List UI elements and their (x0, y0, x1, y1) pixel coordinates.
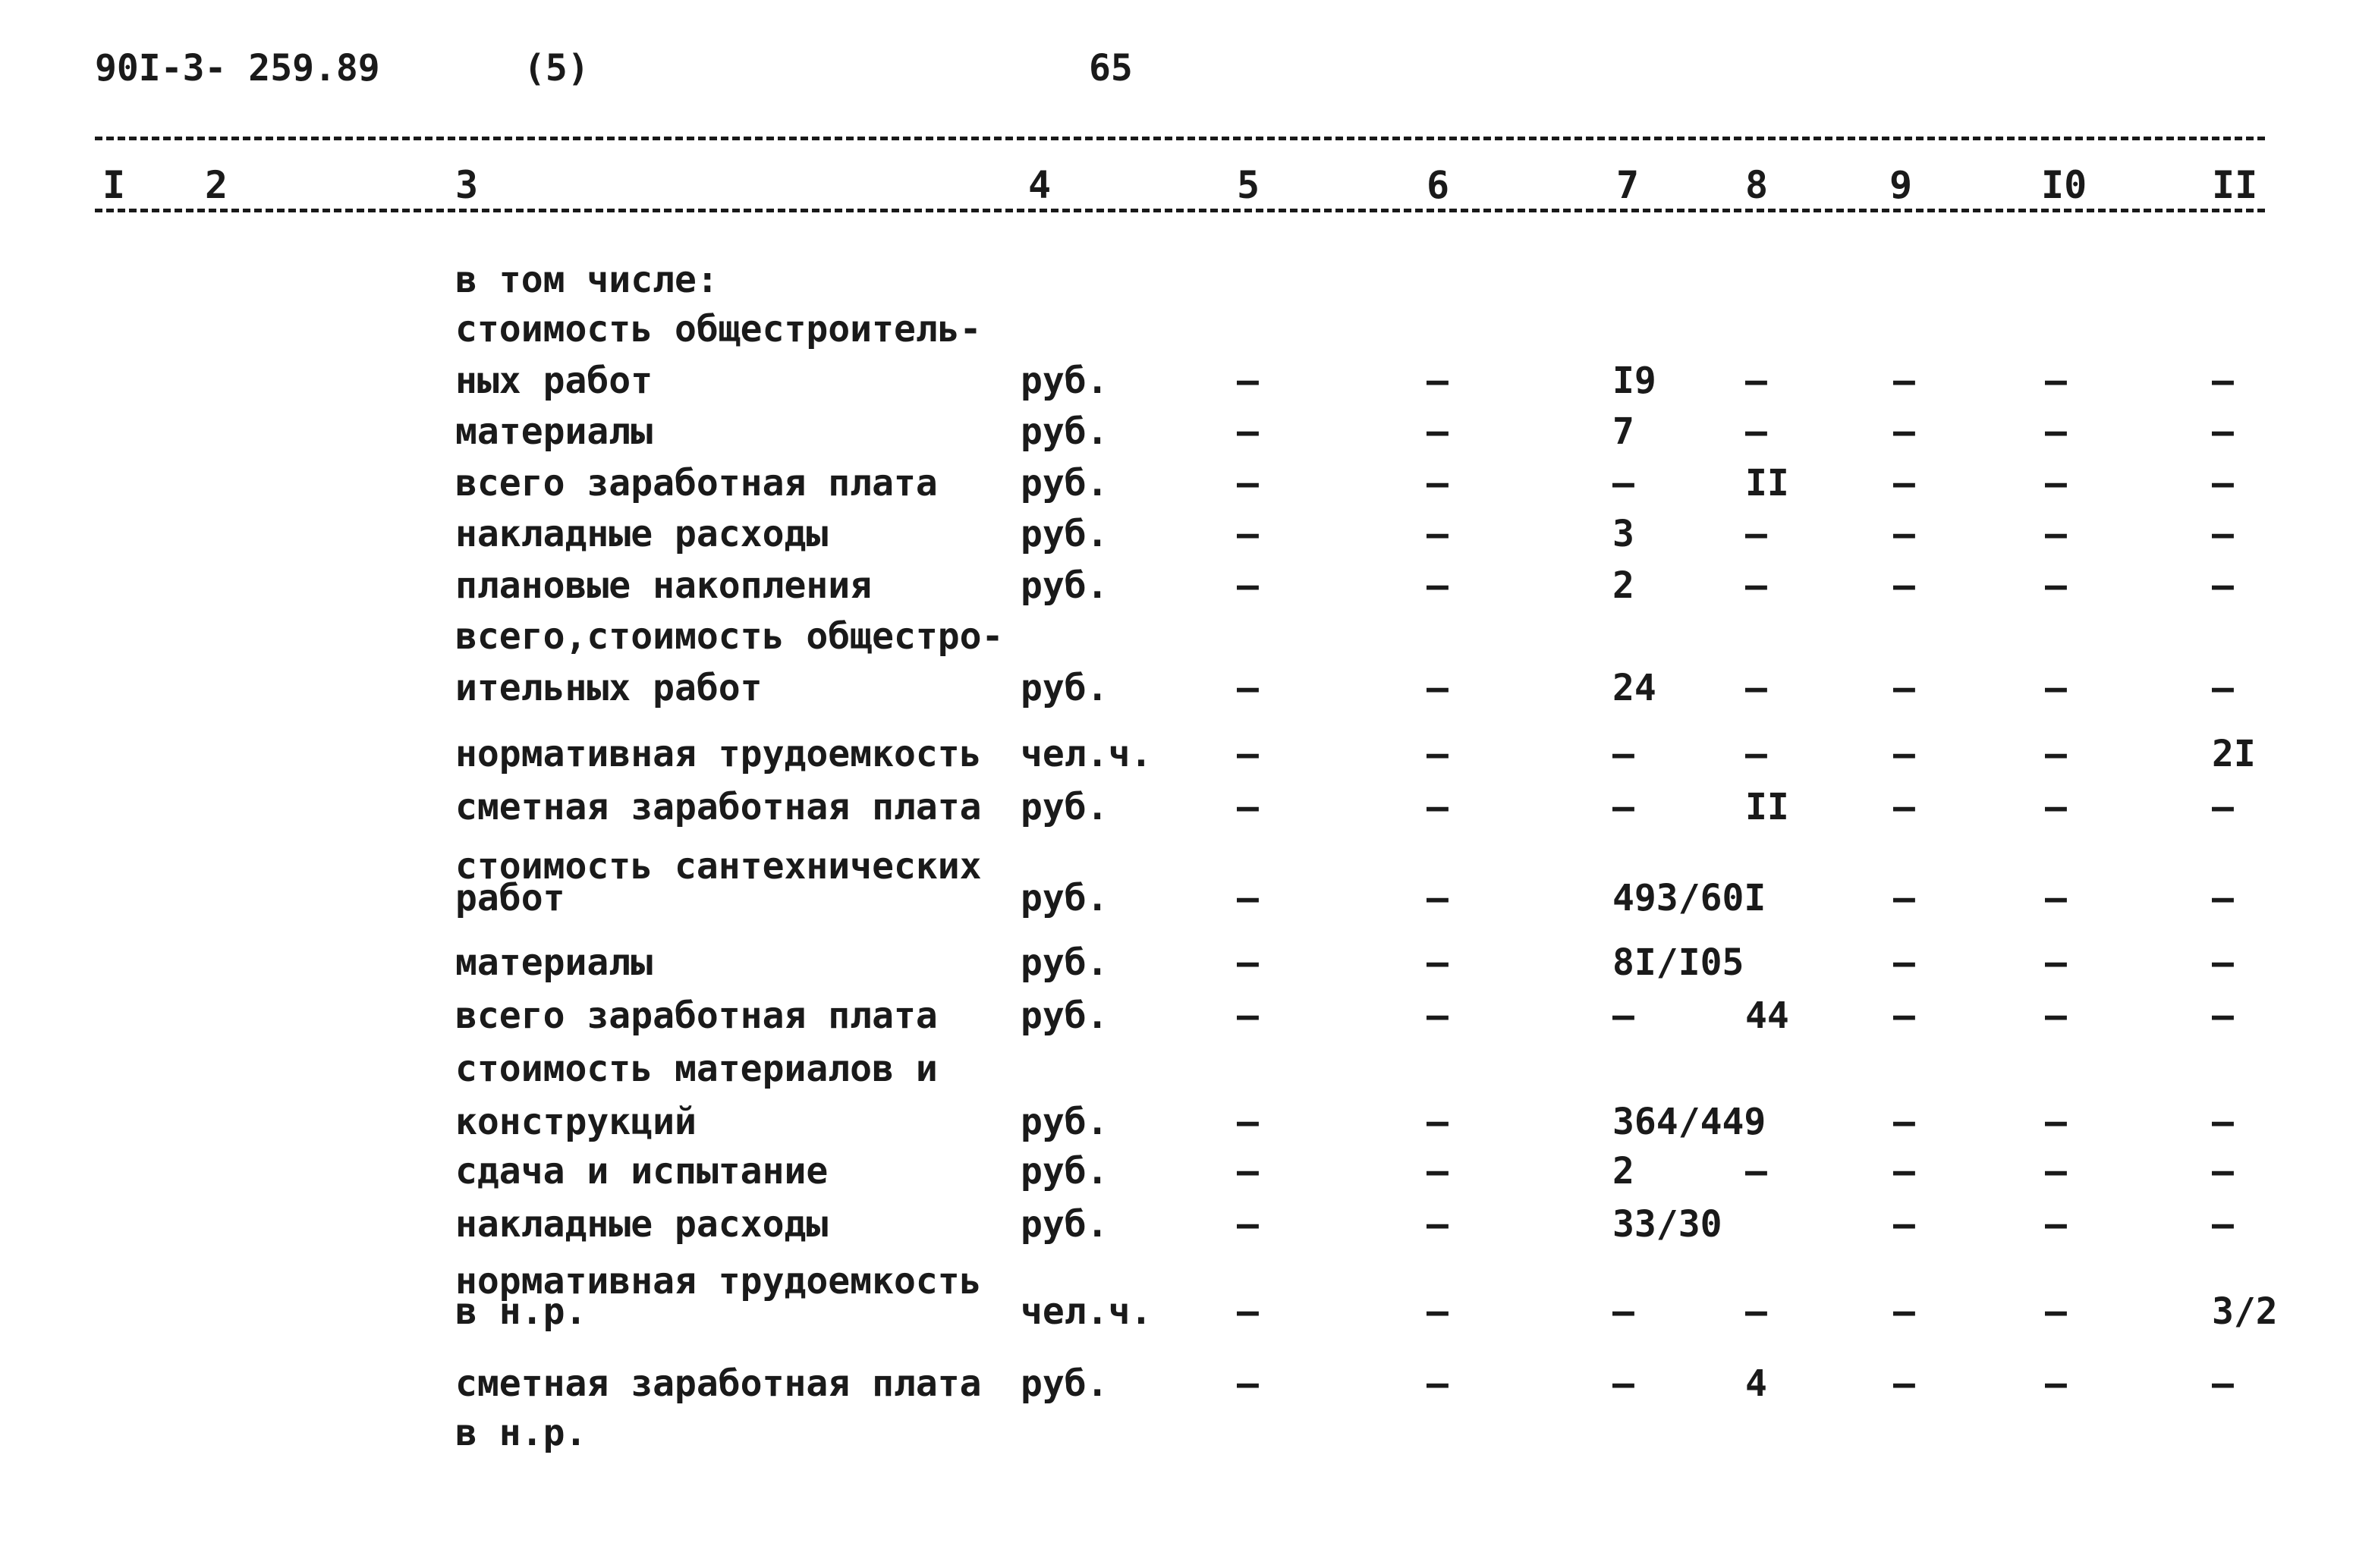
cell-c9: – (1893, 462, 1915, 504)
cell-c6: – (1427, 1362, 1449, 1405)
row-label: материалы (455, 410, 653, 453)
cell-c6: – (1427, 995, 1449, 1037)
cell-c10: – (2045, 410, 2067, 453)
row-label: стоимость общестроитель- (455, 308, 982, 350)
cell-c10: – (2045, 941, 2067, 984)
cell-c11: – (2212, 564, 2234, 607)
cell-c11: 3/2 (2212, 1290, 2278, 1333)
row-label: работ (455, 877, 565, 919)
cell-unit: руб. (1021, 513, 1109, 555)
cell-c10: – (2045, 1290, 2067, 1333)
row-label: сметная заработная плата (455, 786, 982, 828)
cell-c11: – (2212, 667, 2234, 709)
cell-c5: – (1237, 1101, 1259, 1143)
row-label: всего заработная плата (455, 462, 938, 504)
cell-c9: – (1893, 1150, 1915, 1192)
cell-c5: – (1237, 564, 1259, 607)
cell-c7: 33/30 (1612, 1203, 1722, 1246)
cell-c8: – (1745, 564, 1767, 607)
doc-code: 90I-3- 259.89 (95, 47, 380, 90)
cell-c8: – (1745, 360, 1767, 402)
col-head-1: I (102, 163, 126, 207)
cell-unit: руб. (1021, 462, 1109, 504)
cell-c10: – (2045, 786, 2067, 828)
cell-c6: – (1427, 1203, 1449, 1246)
cell-unit: руб. (1021, 1203, 1109, 1246)
cell-c10: – (2045, 513, 2067, 555)
row-label: сдача и испытание (455, 1150, 829, 1192)
cell-c11: – (2212, 941, 2234, 984)
cell-c6: – (1427, 877, 1449, 919)
cell-c5: – (1237, 513, 1259, 555)
cell-c7: 3 (1612, 513, 1634, 555)
row-label: всего,стоимость общестро- (455, 615, 1004, 658)
cell-c5: – (1237, 1150, 1259, 1192)
header-rule-top (95, 137, 2265, 140)
cell-c7: – (1612, 786, 1634, 828)
col-head-7: 7 (1616, 163, 1640, 207)
row-label: всего заработная плата (455, 995, 938, 1037)
cell-c5: – (1237, 667, 1259, 709)
cell-c6: – (1427, 1101, 1449, 1143)
cell-c6: – (1427, 564, 1449, 607)
cell-c6: – (1427, 733, 1449, 775)
cell-unit: руб. (1021, 941, 1109, 984)
cell-c7: – (1612, 733, 1634, 775)
cell-c9: – (1893, 1203, 1915, 1246)
cell-c5: – (1237, 1290, 1259, 1333)
cell-c9: – (1893, 995, 1915, 1037)
cell-c7: 364/449 (1612, 1101, 1766, 1143)
cell-c8: 44 (1745, 995, 1789, 1037)
cell-c8: II (1745, 786, 1789, 828)
cell-c6: – (1427, 667, 1449, 709)
row-label: плановые накопления (455, 564, 873, 607)
cell-c5: – (1237, 786, 1259, 828)
cell-c10: – (2045, 667, 2067, 709)
cell-c9: – (1893, 1101, 1915, 1143)
cell-c11: – (2212, 786, 2234, 828)
cell-c8: II (1745, 462, 1789, 504)
col-head-3: 3 (455, 163, 479, 207)
cell-c9: – (1893, 410, 1915, 453)
cell-c11: – (2212, 877, 2234, 919)
cell-c5: – (1237, 360, 1259, 402)
cell-unit: руб. (1021, 1150, 1109, 1192)
cell-c8: – (1745, 410, 1767, 453)
cell-c11: – (2212, 1150, 2234, 1192)
cell-c9: – (1893, 786, 1915, 828)
cell-unit: руб. (1021, 1101, 1109, 1143)
row-label: стоимость материалов и (455, 1048, 938, 1090)
cell-c10: – (2045, 564, 2067, 607)
cell-unit: руб. (1021, 1362, 1109, 1405)
col-head-11: II (2212, 163, 2258, 207)
row-label: в н.р. (455, 1412, 587, 1454)
cell-c5: – (1237, 941, 1259, 984)
cell-c6: – (1427, 1290, 1449, 1333)
cell-c8: – (1745, 733, 1767, 775)
row-label: стоимость сантехнических (455, 845, 982, 888)
cell-c9: – (1893, 1362, 1915, 1405)
cell-c9: – (1893, 1290, 1915, 1333)
cell-c7: – (1612, 1290, 1634, 1333)
row-label: в том числе: (455, 259, 719, 301)
col-head-4: 4 (1028, 163, 1052, 207)
row-label: накладные расходы (455, 1203, 829, 1246)
cell-c7: 493/60I (1612, 877, 1766, 919)
row-label: нормативная трудоемкость (455, 733, 982, 775)
cell-unit: руб. (1021, 995, 1109, 1037)
cell-c5: – (1237, 1362, 1259, 1405)
cell-c10: – (2045, 1362, 2067, 1405)
col-head-9: 9 (1889, 163, 1913, 207)
cell-c6: – (1427, 1150, 1449, 1192)
cell-c5: – (1237, 733, 1259, 775)
cell-c9: – (1893, 360, 1915, 402)
cell-c5: – (1237, 462, 1259, 504)
cell-c8: – (1745, 667, 1767, 709)
row-label: сметная заработная плата (455, 1362, 982, 1405)
cell-c10: – (2045, 1150, 2067, 1192)
sheet-ref: (5) (524, 47, 590, 90)
row-label: в н.р. (455, 1290, 587, 1333)
cell-c11: – (2212, 462, 2234, 504)
cell-c11: – (2212, 1362, 2234, 1405)
cell-c8: – (1745, 1290, 1767, 1333)
cell-c5: – (1237, 995, 1259, 1037)
cell-c11: – (2212, 995, 2234, 1037)
col-head-10: I0 (2041, 163, 2087, 207)
cell-unit: руб. (1021, 360, 1109, 402)
cell-c10: – (2045, 462, 2067, 504)
cell-c6: – (1427, 410, 1449, 453)
cell-c7: 2 (1612, 1150, 1634, 1192)
cell-c7: 7 (1612, 410, 1634, 453)
cell-c5: – (1237, 410, 1259, 453)
cell-c9: – (1893, 941, 1915, 984)
cell-c10: – (2045, 360, 2067, 402)
cell-c5: – (1237, 1203, 1259, 1246)
col-head-5: 5 (1237, 163, 1260, 207)
cell-c7: 2 (1612, 564, 1634, 607)
cell-c10: – (2045, 1203, 2067, 1246)
col-head-6: 6 (1427, 163, 1450, 207)
cell-unit: руб. (1021, 786, 1109, 828)
cell-c11: – (2212, 410, 2234, 453)
cell-c8: – (1745, 513, 1767, 555)
cell-c11: – (2212, 360, 2234, 402)
cell-c6: – (1427, 786, 1449, 828)
cell-c11: – (2212, 513, 2234, 555)
cell-c8: – (1745, 1150, 1767, 1192)
cell-unit: чел.ч. (1021, 733, 1153, 775)
row-label: накладные расходы (455, 513, 829, 555)
cell-c5: – (1237, 877, 1259, 919)
row-label: конструкций (455, 1101, 697, 1143)
col-head-2: 2 (205, 163, 228, 207)
cell-c11: – (2212, 1203, 2234, 1246)
cell-c6: – (1427, 941, 1449, 984)
row-label: ных работ (455, 360, 653, 402)
cell-c6: – (1427, 462, 1449, 504)
cell-c11: – (2212, 1101, 2234, 1143)
cell-c10: – (2045, 733, 2067, 775)
cell-c9: – (1893, 564, 1915, 607)
cell-c7: – (1612, 995, 1634, 1037)
row-label: материалы (455, 941, 653, 984)
row-label: ительных работ (455, 667, 763, 709)
cell-c7: – (1612, 1362, 1634, 1405)
cell-unit: чел.ч. (1021, 1290, 1153, 1333)
cell-c9: – (1893, 513, 1915, 555)
cell-c10: – (2045, 995, 2067, 1037)
cell-c7: – (1612, 462, 1634, 504)
cell-c8: 4 (1745, 1362, 1767, 1405)
cell-unit: руб. (1021, 564, 1109, 607)
page-number: 65 (1089, 47, 1133, 90)
cell-unit: руб. (1021, 877, 1109, 919)
header-rule-bottom (95, 209, 2265, 212)
cell-unit: руб. (1021, 410, 1109, 453)
cell-c6: – (1427, 513, 1449, 555)
cell-c10: – (2045, 877, 2067, 919)
cell-c6: – (1427, 360, 1449, 402)
cell-c9: – (1893, 733, 1915, 775)
cell-c7: 8I/I05 (1612, 941, 1744, 984)
col-head-8: 8 (1745, 163, 1769, 207)
cell-c9: – (1893, 877, 1915, 919)
row-label: нормативная трудоемкость (455, 1260, 982, 1302)
cell-c7: I9 (1612, 360, 1656, 402)
cell-unit: руб. (1021, 667, 1109, 709)
cell-c9: – (1893, 667, 1915, 709)
cell-c10: – (2045, 1101, 2067, 1143)
cell-c11: 2I (2212, 733, 2256, 775)
cell-c7: 24 (1612, 667, 1656, 709)
